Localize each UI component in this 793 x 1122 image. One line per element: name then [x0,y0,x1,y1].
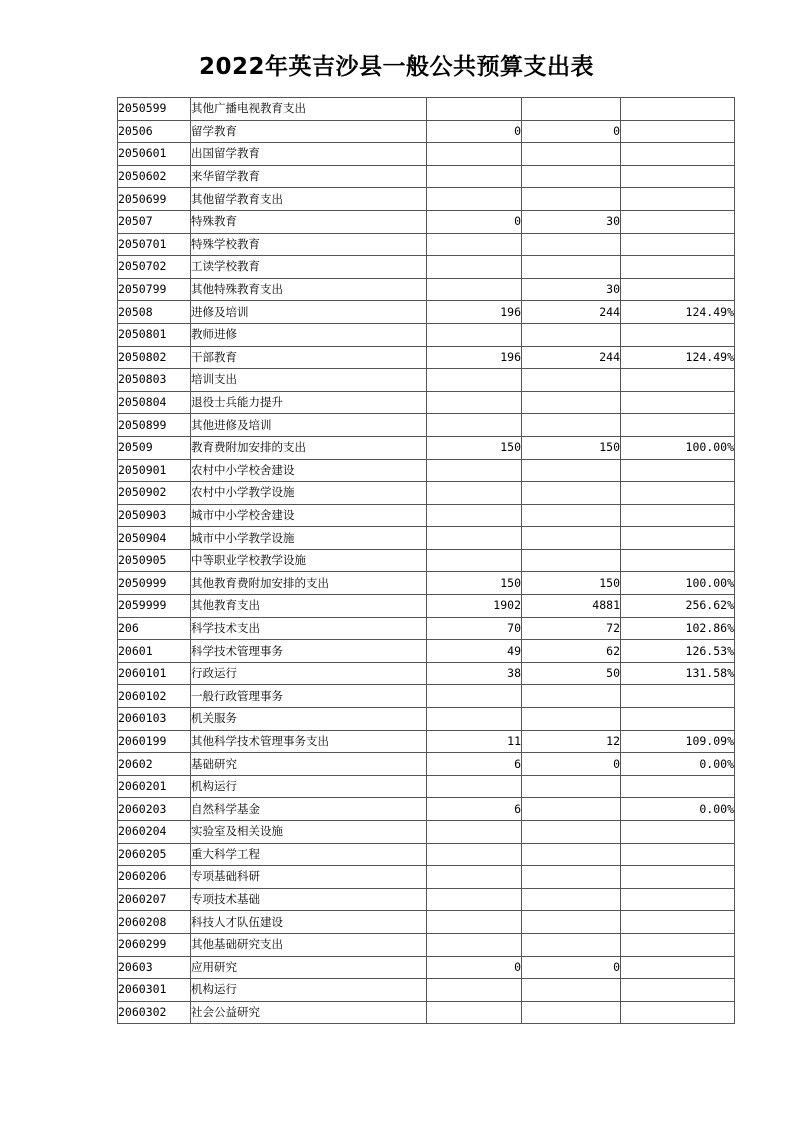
row-actual-cell [522,979,621,1002]
table-row [118,1001,735,1024]
row-code-cell: 2050602 [118,165,191,188]
row-budget-cell [427,685,522,708]
row-budget-cell: 1902 [427,595,522,618]
table-row [118,730,735,753]
row-budget-cell [427,278,522,301]
table-row [118,775,735,798]
table-row [118,323,735,346]
row-budget-cell [427,888,522,911]
row-actual-cell [522,414,621,437]
row-ratio-cell [621,685,735,708]
row-code-cell: 20506 [118,120,191,143]
row-budget-cell: 38 [427,662,522,685]
row-actual-cell [522,821,621,844]
row-name-cell: 其他教育支出 [191,595,427,618]
row-actual-cell [522,775,621,798]
row-budget-cell [427,504,522,527]
row-budget-cell [427,1001,522,1024]
row-name-cell: 其他特殊教育支出 [191,278,427,301]
row-ratio-cell [621,323,735,346]
row-code-cell: 20507 [118,210,191,233]
row-actual-cell [522,866,621,889]
row-ratio-cell: 124.49% [621,346,735,369]
row-code-cell: 2060201 [118,775,191,798]
row-code-cell: 206 [118,617,191,640]
table-row [118,143,735,166]
row-name-cell: 城市中小学校舍建设 [191,504,427,527]
row-budget-cell [427,775,522,798]
row-name-cell: 农村中小学校舍建设 [191,459,427,482]
row-ratio-cell [621,821,735,844]
table-row [118,482,735,505]
row-actual-cell [522,165,621,188]
table-row [118,98,735,121]
row-actual-cell: 0 [522,956,621,979]
row-code-cell: 2050903 [118,504,191,527]
row-ratio-cell [621,866,735,889]
row-budget-cell [427,414,522,437]
row-ratio-cell: 256.62% [621,595,735,618]
row-name-cell: 自然科学基金 [191,798,427,821]
table-row [118,640,735,663]
row-budget-cell [427,933,522,956]
row-actual-cell [522,504,621,527]
row-actual-cell: 30 [522,278,621,301]
row-budget-cell [427,391,522,414]
table-row [118,414,735,437]
row-budget-cell: 49 [427,640,522,663]
row-code-cell: 2060299 [118,933,191,956]
table-row [118,888,735,911]
table-row [118,256,735,279]
table-row [118,662,735,685]
row-budget-cell: 0 [427,956,522,979]
row-ratio-cell [621,233,735,256]
row-budget-cell: 150 [427,572,522,595]
row-code-cell: 2060206 [118,866,191,889]
table-row [118,798,735,821]
table-row [118,708,735,731]
table-row [118,911,735,934]
table-row [118,821,735,844]
table-row [118,165,735,188]
row-actual-cell: 0 [522,753,621,776]
row-ratio-cell: 102.86% [621,617,735,640]
row-name-cell: 留学教育 [191,120,427,143]
row-actual-cell: 0 [522,120,621,143]
row-actual-cell: 244 [522,346,621,369]
row-budget-cell: 11 [427,730,522,753]
row-ratio-cell [621,933,735,956]
table-row [118,301,735,324]
row-actual-cell: 150 [522,572,621,595]
row-budget-cell [427,843,522,866]
row-ratio-cell [621,369,735,392]
row-code-cell: 2050701 [118,233,191,256]
row-name-cell: 专项基础科研 [191,866,427,889]
row-budget-cell [427,911,522,934]
table-row [118,685,735,708]
row-name-cell: 科学技术支出 [191,617,427,640]
row-ratio-cell [621,120,735,143]
row-actual-cell [522,369,621,392]
row-budget-cell: 70 [427,617,522,640]
row-ratio-cell [621,165,735,188]
row-ratio-cell [621,527,735,550]
row-actual-cell [522,1001,621,1024]
row-code-cell: 2060102 [118,685,191,708]
row-budget-cell: 196 [427,301,522,324]
row-code-cell: 20602 [118,753,191,776]
row-actual-cell: 244 [522,301,621,324]
row-name-cell: 实验室及相关设施 [191,821,427,844]
row-name-cell: 中等职业学校教学设施 [191,549,427,572]
row-actual-cell: 30 [522,210,621,233]
row-budget-cell: 6 [427,798,522,821]
table-row [118,369,735,392]
row-budget-cell: 0 [427,120,522,143]
table-row [118,549,735,572]
row-actual-cell [522,188,621,211]
row-actual-cell [522,98,621,121]
row-actual-cell [522,933,621,956]
row-ratio-cell: 126.53% [621,640,735,663]
table-row [118,188,735,211]
row-name-cell: 其他教育费附加安排的支出 [191,572,427,595]
row-ratio-cell [621,504,735,527]
row-budget-cell [427,482,522,505]
row-code-cell: 2050799 [118,278,191,301]
table-row [118,866,735,889]
row-name-cell: 出国留学教育 [191,143,427,166]
row-ratio-cell: 0.00% [621,753,735,776]
row-budget-cell [427,459,522,482]
row-ratio-cell: 124.49% [621,301,735,324]
row-name-cell: 来华留学教育 [191,165,427,188]
table-row [118,753,735,776]
row-name-cell: 其他进修及培训 [191,414,427,437]
row-actual-cell [522,143,621,166]
row-actual-cell [522,527,621,550]
table-row [118,933,735,956]
row-code-cell: 2050999 [118,572,191,595]
row-actual-cell [522,798,621,821]
row-code-cell: 2050601 [118,143,191,166]
row-ratio-cell [621,1001,735,1024]
row-name-cell: 工读学校教育 [191,256,427,279]
row-code-cell: 2060101 [118,662,191,685]
row-actual-cell [522,391,621,414]
row-actual-cell [522,911,621,934]
row-name-cell: 城市中小学教学设施 [191,527,427,550]
row-code-cell: 2060207 [118,888,191,911]
row-ratio-cell [621,278,735,301]
table-row [118,595,735,618]
row-name-cell: 重大科学工程 [191,843,427,866]
table-row [118,391,735,414]
row-actual-cell [522,549,621,572]
row-code-cell: 2050802 [118,346,191,369]
row-ratio-cell [621,414,735,437]
row-name-cell: 培训支出 [191,369,427,392]
row-budget-cell: 150 [427,436,522,459]
row-ratio-cell [621,256,735,279]
row-code-cell: 2050904 [118,527,191,550]
row-ratio-cell: 100.00% [621,572,735,595]
row-name-cell: 教育费附加安排的支出 [191,436,427,459]
table-row [118,979,735,1002]
row-budget-cell: 6 [427,753,522,776]
row-actual-cell: 12 [522,730,621,753]
table-row [118,956,735,979]
row-code-cell: 20601 [118,640,191,663]
row-name-cell: 科学技术管理事务 [191,640,427,663]
row-budget-cell [427,979,522,1002]
row-code-cell: 2060203 [118,798,191,821]
row-ratio-cell [621,956,735,979]
row-name-cell: 其他基础研究支出 [191,933,427,956]
row-ratio-cell: 109.09% [621,730,735,753]
row-name-cell: 其他科学技术管理事务支出 [191,730,427,753]
row-name-cell: 教师进修 [191,323,427,346]
row-ratio-cell [621,391,735,414]
row-code-cell: 2060302 [118,1001,191,1024]
row-name-cell: 应用研究 [191,956,427,979]
row-budget-cell [427,866,522,889]
row-code-cell: 2050699 [118,188,191,211]
row-budget-cell [427,98,522,121]
row-code-cell: 2060301 [118,979,191,1002]
table-row [118,527,735,550]
row-name-cell: 机关服务 [191,708,427,731]
row-ratio-cell [621,98,735,121]
row-actual-cell [522,482,621,505]
row-name-cell: 退役士兵能力提升 [191,391,427,414]
table-row [118,233,735,256]
row-name-cell: 进修及培训 [191,301,427,324]
row-code-cell: 20508 [118,301,191,324]
row-code-cell: 2060205 [118,843,191,866]
row-code-cell: 20509 [118,436,191,459]
row-name-cell: 特殊学校教育 [191,233,427,256]
row-name-cell: 科技人才队伍建设 [191,911,427,934]
row-ratio-cell: 100.00% [621,436,735,459]
row-code-cell: 2050801 [118,323,191,346]
row-budget-cell [427,821,522,844]
row-budget-cell [427,369,522,392]
row-actual-cell [522,685,621,708]
row-ratio-cell [621,459,735,482]
table-row [118,436,735,459]
row-budget-cell [427,527,522,550]
row-budget-cell [427,323,522,346]
row-actual-cell [522,233,621,256]
row-ratio-cell [621,979,735,1002]
row-budget-cell [427,143,522,166]
table-row [118,346,735,369]
row-code-cell: 2060103 [118,708,191,731]
table-row [118,617,735,640]
row-name-cell: 机构运行 [191,775,427,798]
table-row [118,504,735,527]
row-ratio-cell [621,482,735,505]
table-row [118,459,735,482]
row-actual-cell: 72 [522,617,621,640]
row-actual-cell: 4881 [522,595,621,618]
page-title: 2022年英吉沙县一般公共预算支出表 [198,54,594,80]
row-ratio-cell [621,549,735,572]
row-budget-cell [427,233,522,256]
row-actual-cell [522,459,621,482]
row-actual-cell [522,843,621,866]
row-name-cell: 机构运行 [191,979,427,1002]
row-code-cell: 2059999 [118,595,191,618]
row-name-cell: 其他广播电视教育支出 [191,98,427,121]
row-actual-cell: 62 [522,640,621,663]
row-code-cell: 2050803 [118,369,191,392]
table-body [118,98,735,1024]
table-row [118,843,735,866]
table-row [118,210,735,233]
row-budget-cell [427,549,522,572]
row-name-cell: 行政运行 [191,662,427,685]
row-ratio-cell [621,143,735,166]
row-budget-cell [427,165,522,188]
row-actual-cell [522,256,621,279]
table-row [118,120,735,143]
row-code-cell: 2050902 [118,482,191,505]
row-ratio-cell [621,888,735,911]
row-code-cell: 2060204 [118,821,191,844]
row-code-cell: 2050702 [118,256,191,279]
row-budget-cell [427,256,522,279]
row-code-cell: 2050599 [118,98,191,121]
row-code-cell: 20603 [118,956,191,979]
row-actual-cell: 50 [522,662,621,685]
row-name-cell: 其他留学教育支出 [191,188,427,211]
row-name-cell: 专项技术基础 [191,888,427,911]
row-name-cell: 特殊教育 [191,210,427,233]
row-code-cell: 2050901 [118,459,191,482]
row-budget-cell: 0 [427,210,522,233]
row-ratio-cell [621,911,735,934]
row-name-cell: 干部教育 [191,346,427,369]
row-name-cell: 社会公益研究 [191,1001,427,1024]
row-ratio-cell [621,708,735,731]
row-ratio-cell [621,775,735,798]
row-actual-cell [522,888,621,911]
table-row [118,572,735,595]
row-ratio-cell: 0.00% [621,798,735,821]
row-budget-cell: 196 [427,346,522,369]
row-actual-cell: 150 [522,436,621,459]
row-name-cell: 一般行政管理事务 [191,685,427,708]
row-code-cell: 2050899 [118,414,191,437]
row-name-cell: 农村中小学教学设施 [191,482,427,505]
table-row [118,278,735,301]
row-code-cell: 2060208 [118,911,191,934]
row-ratio-cell [621,188,735,211]
row-code-cell: 2060199 [118,730,191,753]
row-actual-cell [522,323,621,346]
row-ratio-cell [621,843,735,866]
budget-table [117,97,735,1024]
row-budget-cell [427,708,522,731]
row-budget-cell [427,188,522,211]
row-code-cell: 2050804 [118,391,191,414]
row-ratio-cell [621,210,735,233]
row-actual-cell [522,708,621,731]
row-name-cell: 基础研究 [191,753,427,776]
row-code-cell: 2050905 [118,549,191,572]
row-ratio-cell: 131.58% [621,662,735,685]
